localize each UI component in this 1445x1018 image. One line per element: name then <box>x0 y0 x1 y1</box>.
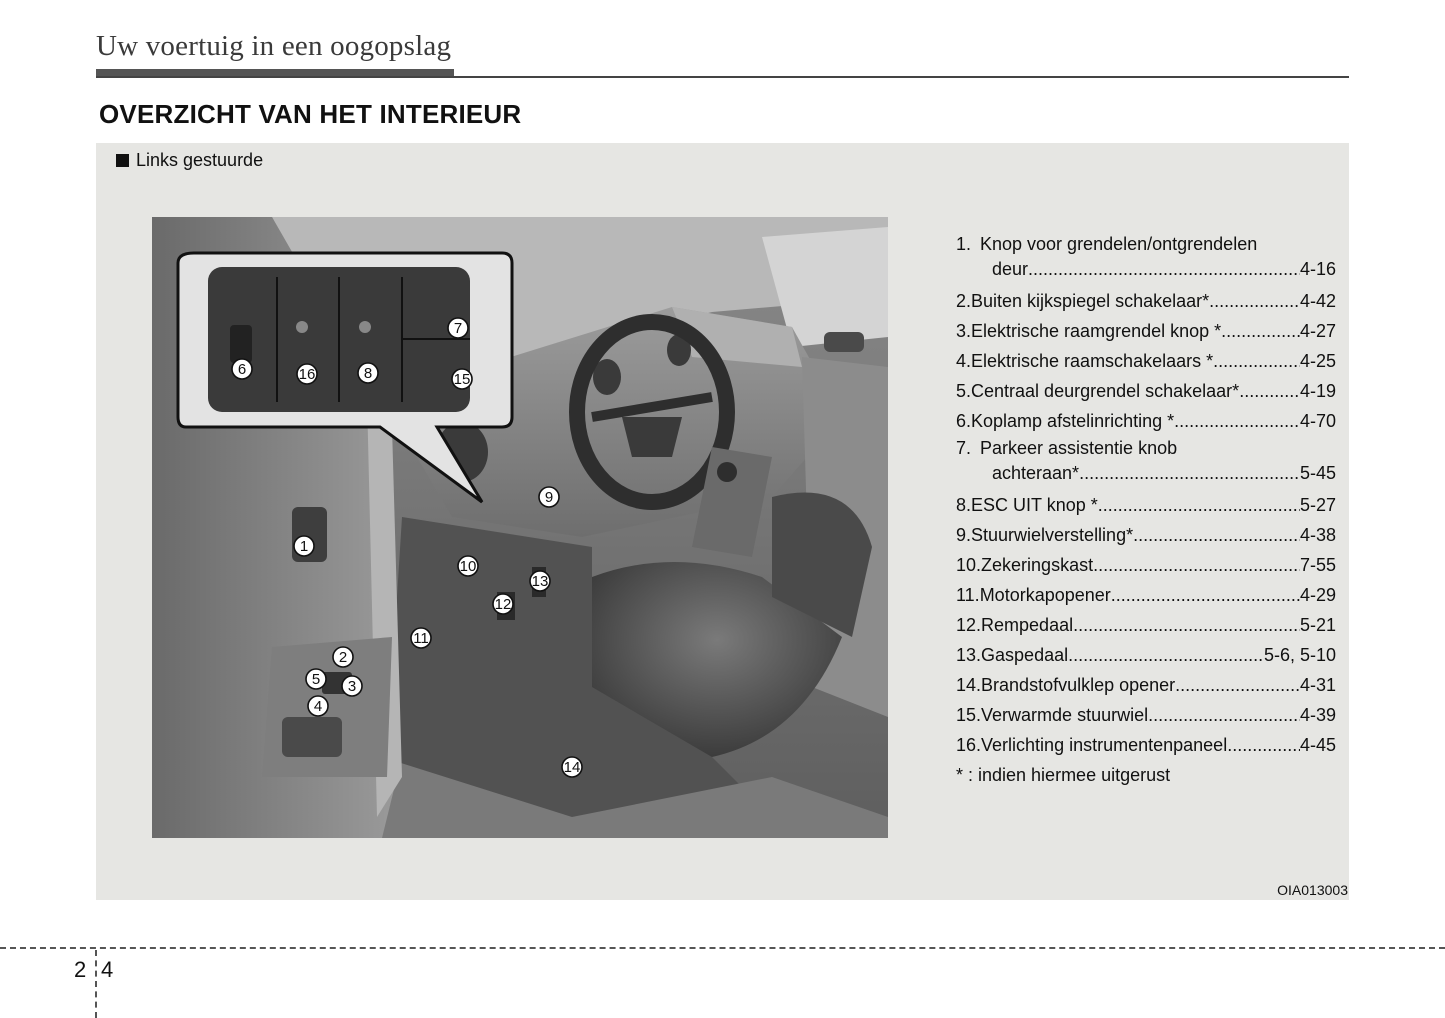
legend-note: * : indien hiermee uitgerust <box>956 765 1171 785</box>
callout-9: 9 <box>544 489 554 506</box>
callout-15: 15 <box>453 371 471 388</box>
legend-item: 9. Stuurwielverstelling* ..... 4-38 <box>956 520 1336 550</box>
callout-6: 6 <box>237 361 247 378</box>
legend-item: 3. Elektrische raamgrendel knop * ..... 4-27 <box>956 316 1336 346</box>
variant-label <box>116 150 263 171</box>
callout-16: 16 <box>298 366 316 383</box>
legend-item: 13. Gaspedaal ..... 5-6, 5-10 <box>956 640 1336 670</box>
variant-label-text: Links gestuurde <box>136 150 264 170</box>
chapter-number: 2 <box>74 957 87 982</box>
callout-4: 4 <box>313 698 323 715</box>
callout-14: 14 <box>563 759 581 776</box>
legend-item: 10. Zekeringskast ..... 7-55 <box>956 550 1336 580</box>
callout-3: 3 <box>347 678 357 695</box>
square-bullet-icon <box>116 154 129 167</box>
legend-item: 11. Motorkapopener ..... 4-29 <box>956 580 1336 610</box>
callout-2: 2 <box>338 649 348 666</box>
header-rule <box>96 76 1349 78</box>
legend-item-continuation: deur ..... 4-16 <box>956 256 1336 282</box>
legend-item-continuation: achteraan* ..... 5-45 <box>956 460 1336 486</box>
legend-item: 2. Buiten kijkspiegel schakelaar* ..... 4-42 <box>956 286 1336 316</box>
legend-item: 16. Verlichting instrumentenpaneel ..... 4-45 <box>956 730 1336 760</box>
interior-drawing <box>152 217 888 838</box>
legend <box>956 232 1336 790</box>
legend-item: 15. Verwarmde stuurwiel ..... 4-39 <box>956 700 1336 730</box>
footer-vertical-divider <box>95 950 97 1018</box>
legend-item: 12. Rempedaal ..... 5-21 <box>956 610 1336 640</box>
callout-12: 12 <box>494 596 512 613</box>
callout-5: 5 <box>311 671 321 688</box>
callout-10: 10 <box>459 558 477 575</box>
page-number: 4 <box>101 957 114 982</box>
legend-item: 8. ESC UIT knop * ..... 5-27 <box>956 490 1336 520</box>
interior-illustration <box>152 217 888 838</box>
section-title: Uw voertuig in een oogopslag <box>96 30 452 62</box>
callout-8: 8 <box>363 365 373 382</box>
callout-7: 7 <box>453 320 463 337</box>
page-heading: OVERZICHT VAN HET INTERIEUR <box>99 99 522 129</box>
callout-1: 1 <box>299 538 309 555</box>
legend-item: 7. Parkeer assistentie knob <box>956 438 1178 458</box>
callout-13: 13 <box>531 573 549 590</box>
legend-item: 1. Knop voor grendelen/ontgrendelen <box>956 234 1258 254</box>
legend-item: 6. Koplamp afstelinrichting * ..... 4-70 <box>956 406 1336 436</box>
legend-item: 5. Centraal deurgrendel schakelaar* ..... 4-19 <box>956 376 1336 406</box>
legend-item: 4. Elektrische raamschakelaars * ..... 4-25 <box>956 346 1336 376</box>
callout-11: 11 <box>413 630 429 647</box>
image-code: OIA013003 <box>1277 882 1348 898</box>
legend-item: 14. Brandstofvulklep opener ..... 4-31 <box>956 670 1336 700</box>
footer-divider <box>0 947 1445 949</box>
